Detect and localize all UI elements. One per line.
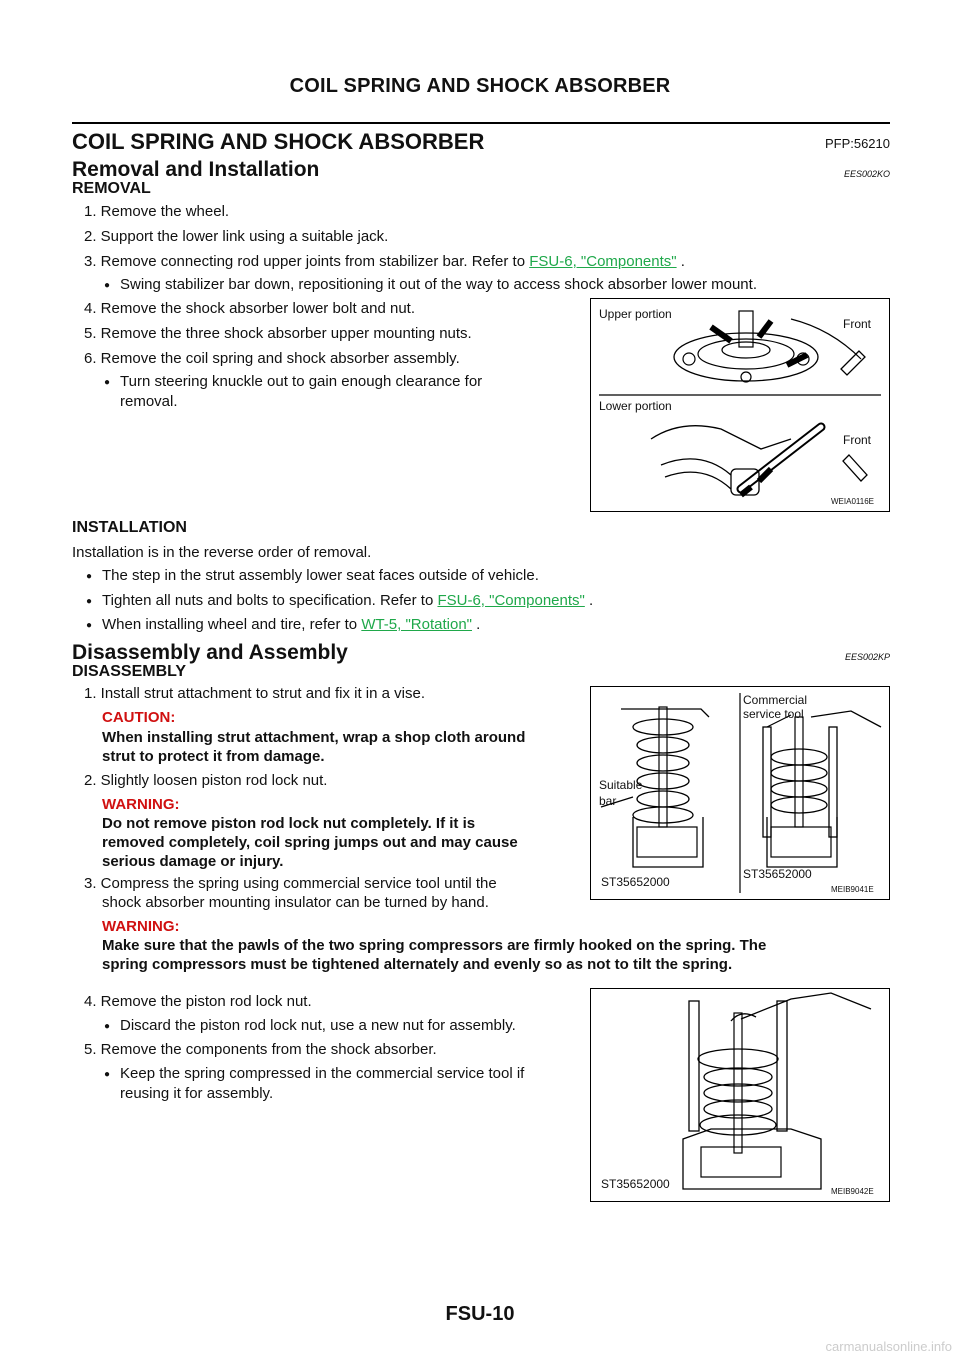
installation-bullet-3 [102,615,480,635]
disassembly-step-5: 5. Remove the components from the shock absorber. [84,1041,437,1058]
installation-bullet-1: ● The step in the strut assembly lower seat faces outside of vehicle. [102,566,539,586]
removal-step-3-bullet: ● Swing stabilizer bar down, repositioning it out of the way to access shock absorber lower mount. [120,275,757,295]
label-tool-left: ST35652000 [601,875,670,889]
removal-step-3-tail: . [680,253,685,270]
label-front-upper: Front [843,317,872,331]
figure-code-1: WEIA0116E [831,497,874,506]
removal-step-3 [84,252,685,272]
installation-bullet-3-tail: . [476,616,481,633]
disassembly-step-3-cont: shock absorber mounting insulator can be turned by hand. [102,894,489,911]
removal-step-6-bullet: ● Turn steering knuckle out to gain enough clearance for [120,372,482,392]
disassembly-step-5-bullet: ● Keep the spring compressed in the commercial service tool if [120,1064,524,1084]
figure-spring-compressor [590,686,890,900]
removal-step-5: 5. Remove the three shock absorber upper mounting nuts. [84,325,472,342]
label-bar-line-2: bar [599,794,617,808]
main-title: COIL SPRING AND SHOCK ABSORBER [72,129,485,154]
warning-1-label: WARNING: [102,796,180,813]
figure-upper-lower-portion [590,298,890,512]
link-fsu-6-components-2[interactable]: FSU-6, "Components" [437,592,585,609]
warning-1-line-2: removed completely, coil spring jumps out and may cause [102,834,518,851]
label-cst-line-1: Commercial [743,693,808,707]
installation-bullet-2-tail: . [589,592,594,609]
page-folio: FSU-10 [445,1303,515,1325]
caution-line-2: strut to protect it from damage. [102,748,325,765]
heading-installation: INSTALLATION [72,519,187,536]
disassembly-step-1: 1. Install strut attachment to strut and fix it in a vise. [84,685,425,702]
label-lower-portion: Lower portion [599,399,672,413]
watermark: carmanualsonline.info [825,1339,952,1354]
removal-step-3-text: 3. Remove connecting rod upper joints from stabilizer bar. Refer to [84,253,526,270]
caution-line-1: When installing strut attachment, wrap a shop cloth around [102,729,526,746]
disassembly-step-4-bullet: ● Discard the piston rod lock nut, use a new nut for assembly. [120,1016,516,1036]
link-fsu-6-components[interactable]: FSU-6, "Components" [529,253,677,270]
caution-label: CAUTION: [102,709,176,726]
disassembly-step-4: 4. Remove the piston rod lock nut. [84,993,312,1010]
disassembly-step-3: 3. Compress the spring using commercial service tool until the [84,875,497,892]
section-code-2: EES002KP [844,652,890,662]
removal-step-6-bullet-cont: removal. [120,393,178,410]
label-upper-portion: Upper portion [599,307,672,321]
label-suitable-bar [599,777,642,809]
figure-code-3: MEIB9042E [831,1187,874,1196]
section-title-disassembly-assembly: Disassembly and Assembly [72,641,348,664]
section-code: EES002KO [843,169,890,179]
disassembly-step-5-bullet-cont: reusing it for assembly. [120,1085,274,1102]
running-head: COIL SPRING AND SHOCK ABSORBER [289,75,671,97]
label-front-lower: Front [843,433,872,447]
installation-bullet-3-text: When installing wheel and tire, refer to [102,616,358,633]
label-tool-right: ST35652000 [743,867,812,881]
removal-step-6: 6. Remove the coil spring and shock absorber assembly. [84,350,460,367]
warning-2-label: WARNING: [102,918,180,935]
warning-2-line-2: spring compressors must be tightened alternately and evenly so as not to tilt the spring. [102,956,733,973]
removal-step-4: 4. Remove the shock absorber lower bolt and nut. [84,300,416,317]
figure-code-2: MEIB9041E [831,885,874,894]
figure-lock-nut-removal [590,988,890,1202]
section-title-removal-installation: Removal and Installation [72,158,320,181]
installation-bullet-2 [102,591,593,611]
label-commercial-service-tool [743,693,807,721]
warning-2-line-1: Make sure that the pawls of the two spring compressors are firmly hooked on the spring. The [102,937,767,954]
warning-1-line-1: Do not remove piston rod lock nut completely. If it is [102,815,476,832]
installation-intro: Installation is in the reverse order of removal. [72,544,372,561]
link-wt-5-rotation[interactable]: WT-5, "Rotation" [361,616,472,633]
label-bar-line-1: Suitable [599,778,643,792]
label-cst-line-2: service tool [743,707,804,721]
figure-illustration-3 [591,989,889,1201]
removal-step-2: 2. Support the lower link using a suitable jack. [84,228,389,245]
installation-bullet-2-text: Tighten all nuts and bolts to specification. Refer to [102,592,434,609]
disassembly-step-2: 2. Slightly loosen piston rod lock nut. [84,772,328,789]
heading-removal: REMOVAL [72,180,151,197]
heading-disassembly: DISASSEMBLY [72,663,187,680]
warning-1-line-3: serious damage or injury. [102,853,284,870]
header-rule [72,122,890,124]
label-tool-st35652000: ST35652000 [601,1177,670,1191]
removal-step-1: 1. Remove the wheel. [84,203,230,220]
pfp-code: PFP:56210 [824,136,890,151]
